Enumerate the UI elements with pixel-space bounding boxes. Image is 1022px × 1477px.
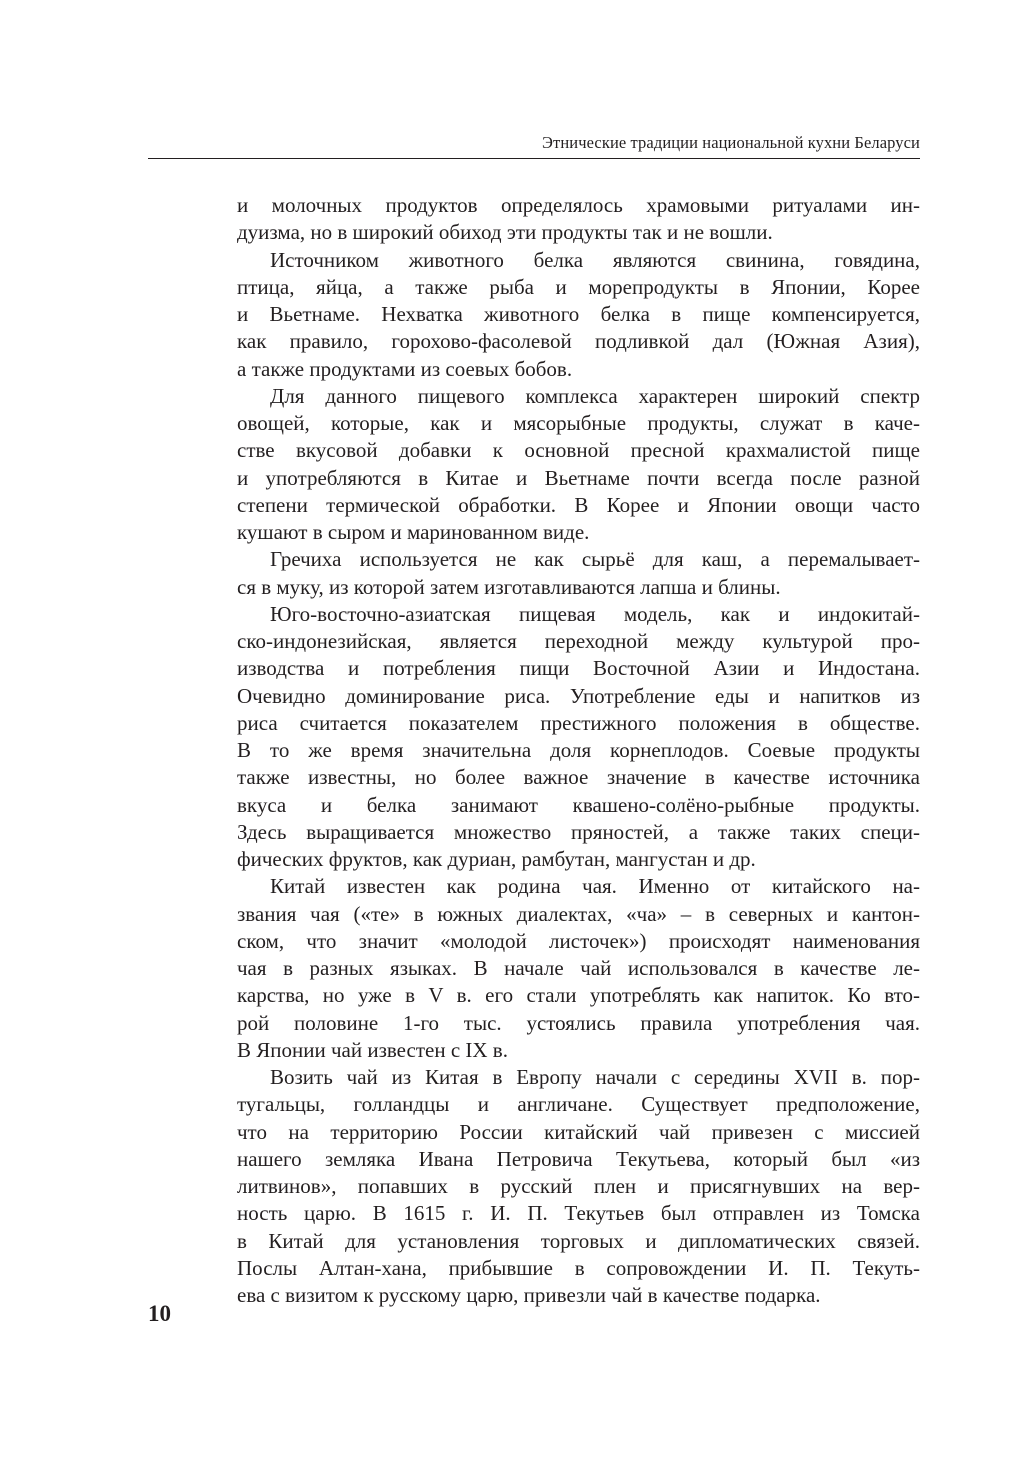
text-line: ском, что значит «молодой листочек») происходят наименования — [237, 928, 920, 953]
text-line: Здесь выращивается множество пряностей, а также таких специ- — [237, 819, 920, 844]
text-line: стве вкусовой добавки к основной пресной крахмалистой пище — [237, 438, 920, 463]
text-line: ся в муку, из которой затем изготавливаются лапша и блины. — [237, 574, 781, 599]
text-line: также известны, но более важное значение в качестве источника — [237, 765, 920, 790]
running-header — [148, 130, 920, 159]
paragraph — [237, 873, 920, 1064]
text-line: овощей, которые, как и мясорыбные продукты, служат в каче- — [237, 411, 920, 435]
text-line: Китай известен как родина чая. Именно от китайского на- — [270, 874, 920, 899]
paragraph — [237, 383, 920, 547]
text-line: В то же время значительна доля корнеплодов. Соевые продукты — [237, 738, 920, 762]
text-line: литвинов», попавших в русский плен и присягнувших на вер- — [237, 1174, 920, 1198]
text-line: дуизма, но в широкий обиход эти продукты так и не вошли. — [237, 220, 773, 245]
text-line: Очевидно доминирование риса. Употребление еды и напитков из — [237, 683, 920, 708]
text-line: В Японии чай известен с IX в. — [237, 1037, 508, 1062]
body-text — [237, 192, 920, 1309]
page-number: 10 — [148, 1301, 171, 1326]
text-line: птица, яйца, а также рыба и морепродукты в Японии, Корее — [237, 274, 920, 299]
text-line: а также продуктами из соевых бобов. — [237, 356, 573, 381]
text-line: Послы Алтан-хана, прибывшие в сопровождении И. П. Текуть- — [237, 1255, 920, 1280]
text-line: Гречиха используется не как сырьё для каш, а перемалывает- — [270, 547, 920, 572]
text-line: рой половине 1-го тыс. устоялись правила употребления чая. — [237, 1010, 920, 1035]
text-line: тугальцы, голландцы и англичане. Существует предположение, — [237, 1092, 920, 1117]
text-line: кушают в сыром и маринованном виде. — [237, 520, 590, 544]
text-line: и Вьетнаме. Нехватка животного белка в пище компенсируется, — [237, 302, 920, 326]
text-line: чая в разных языках. В начале чай использовался в качестве ле- — [237, 956, 920, 980]
text-line: риса считается показателем престижного положения в обществе. — [237, 710, 920, 735]
paragraph — [237, 192, 920, 247]
text-line: и употребляются в Китае и Вьетнаме почти всегда после разной — [237, 465, 920, 490]
text-line: вкуса и белка занимают квашено-солёно-рыбные продукты. — [237, 792, 920, 817]
text-line: в Китай для установления торговых и дипломатических связей. — [237, 1228, 920, 1253]
text-line: Источником животного белка являются свинина, говядина, — [270, 247, 920, 272]
text-line: Юго-восточно-азиатская пищевая модель, как и индокитай- — [270, 601, 920, 626]
paragraph — [237, 1064, 920, 1309]
text-line: степени термической обработки. В Корее и Японии овощи часто — [237, 492, 920, 517]
paragraph — [237, 546, 920, 601]
text-line: нашего земляка Ивана Петровича Текутьева, который был «из — [237, 1146, 920, 1171]
text-line: ева с визитом к русскому царю, привезли чай в качестве подарка. — [237, 1283, 821, 1307]
text-line: изводства и потребления пищи Восточной Азии и Индостана. — [237, 656, 920, 681]
text-line: ско-индонезийская, является переходной между культурой про- — [237, 629, 920, 653]
text-line: что на территорию России китайский чай привезен с миссией — [237, 1119, 920, 1144]
text-line: Для данного пищевого комплекса характерен широкий спектр — [270, 383, 920, 408]
text-line: Возить чай из Китая в Европу начали с середины XVII в. пор- — [270, 1065, 920, 1089]
text-line: звания чая («те» в южных диалектах, «ча» – в северных и кантон- — [237, 901, 920, 926]
running-header-title: Этнические традиции национальной кухни Беларуси — [542, 133, 920, 152]
paragraph — [237, 601, 920, 874]
text-line: фических фруктов, как дуриан, рамбутан, мангустан и др. — [237, 847, 756, 871]
text-line: как правило, горохово-фасолевой подливкой дал (Южная Азия), — [237, 329, 920, 354]
paragraph — [237, 247, 920, 383]
text-line: ность царю. В 1615 г. И. П. Текутьев был отправлен из Томска — [237, 1201, 920, 1226]
text-line: карства, но уже в V в. его стали употреблять как напиток. Ко вто- — [237, 983, 920, 1008]
text-line: и молочных продуктов определялось храмовыми ритуалами ин- — [237, 193, 920, 217]
